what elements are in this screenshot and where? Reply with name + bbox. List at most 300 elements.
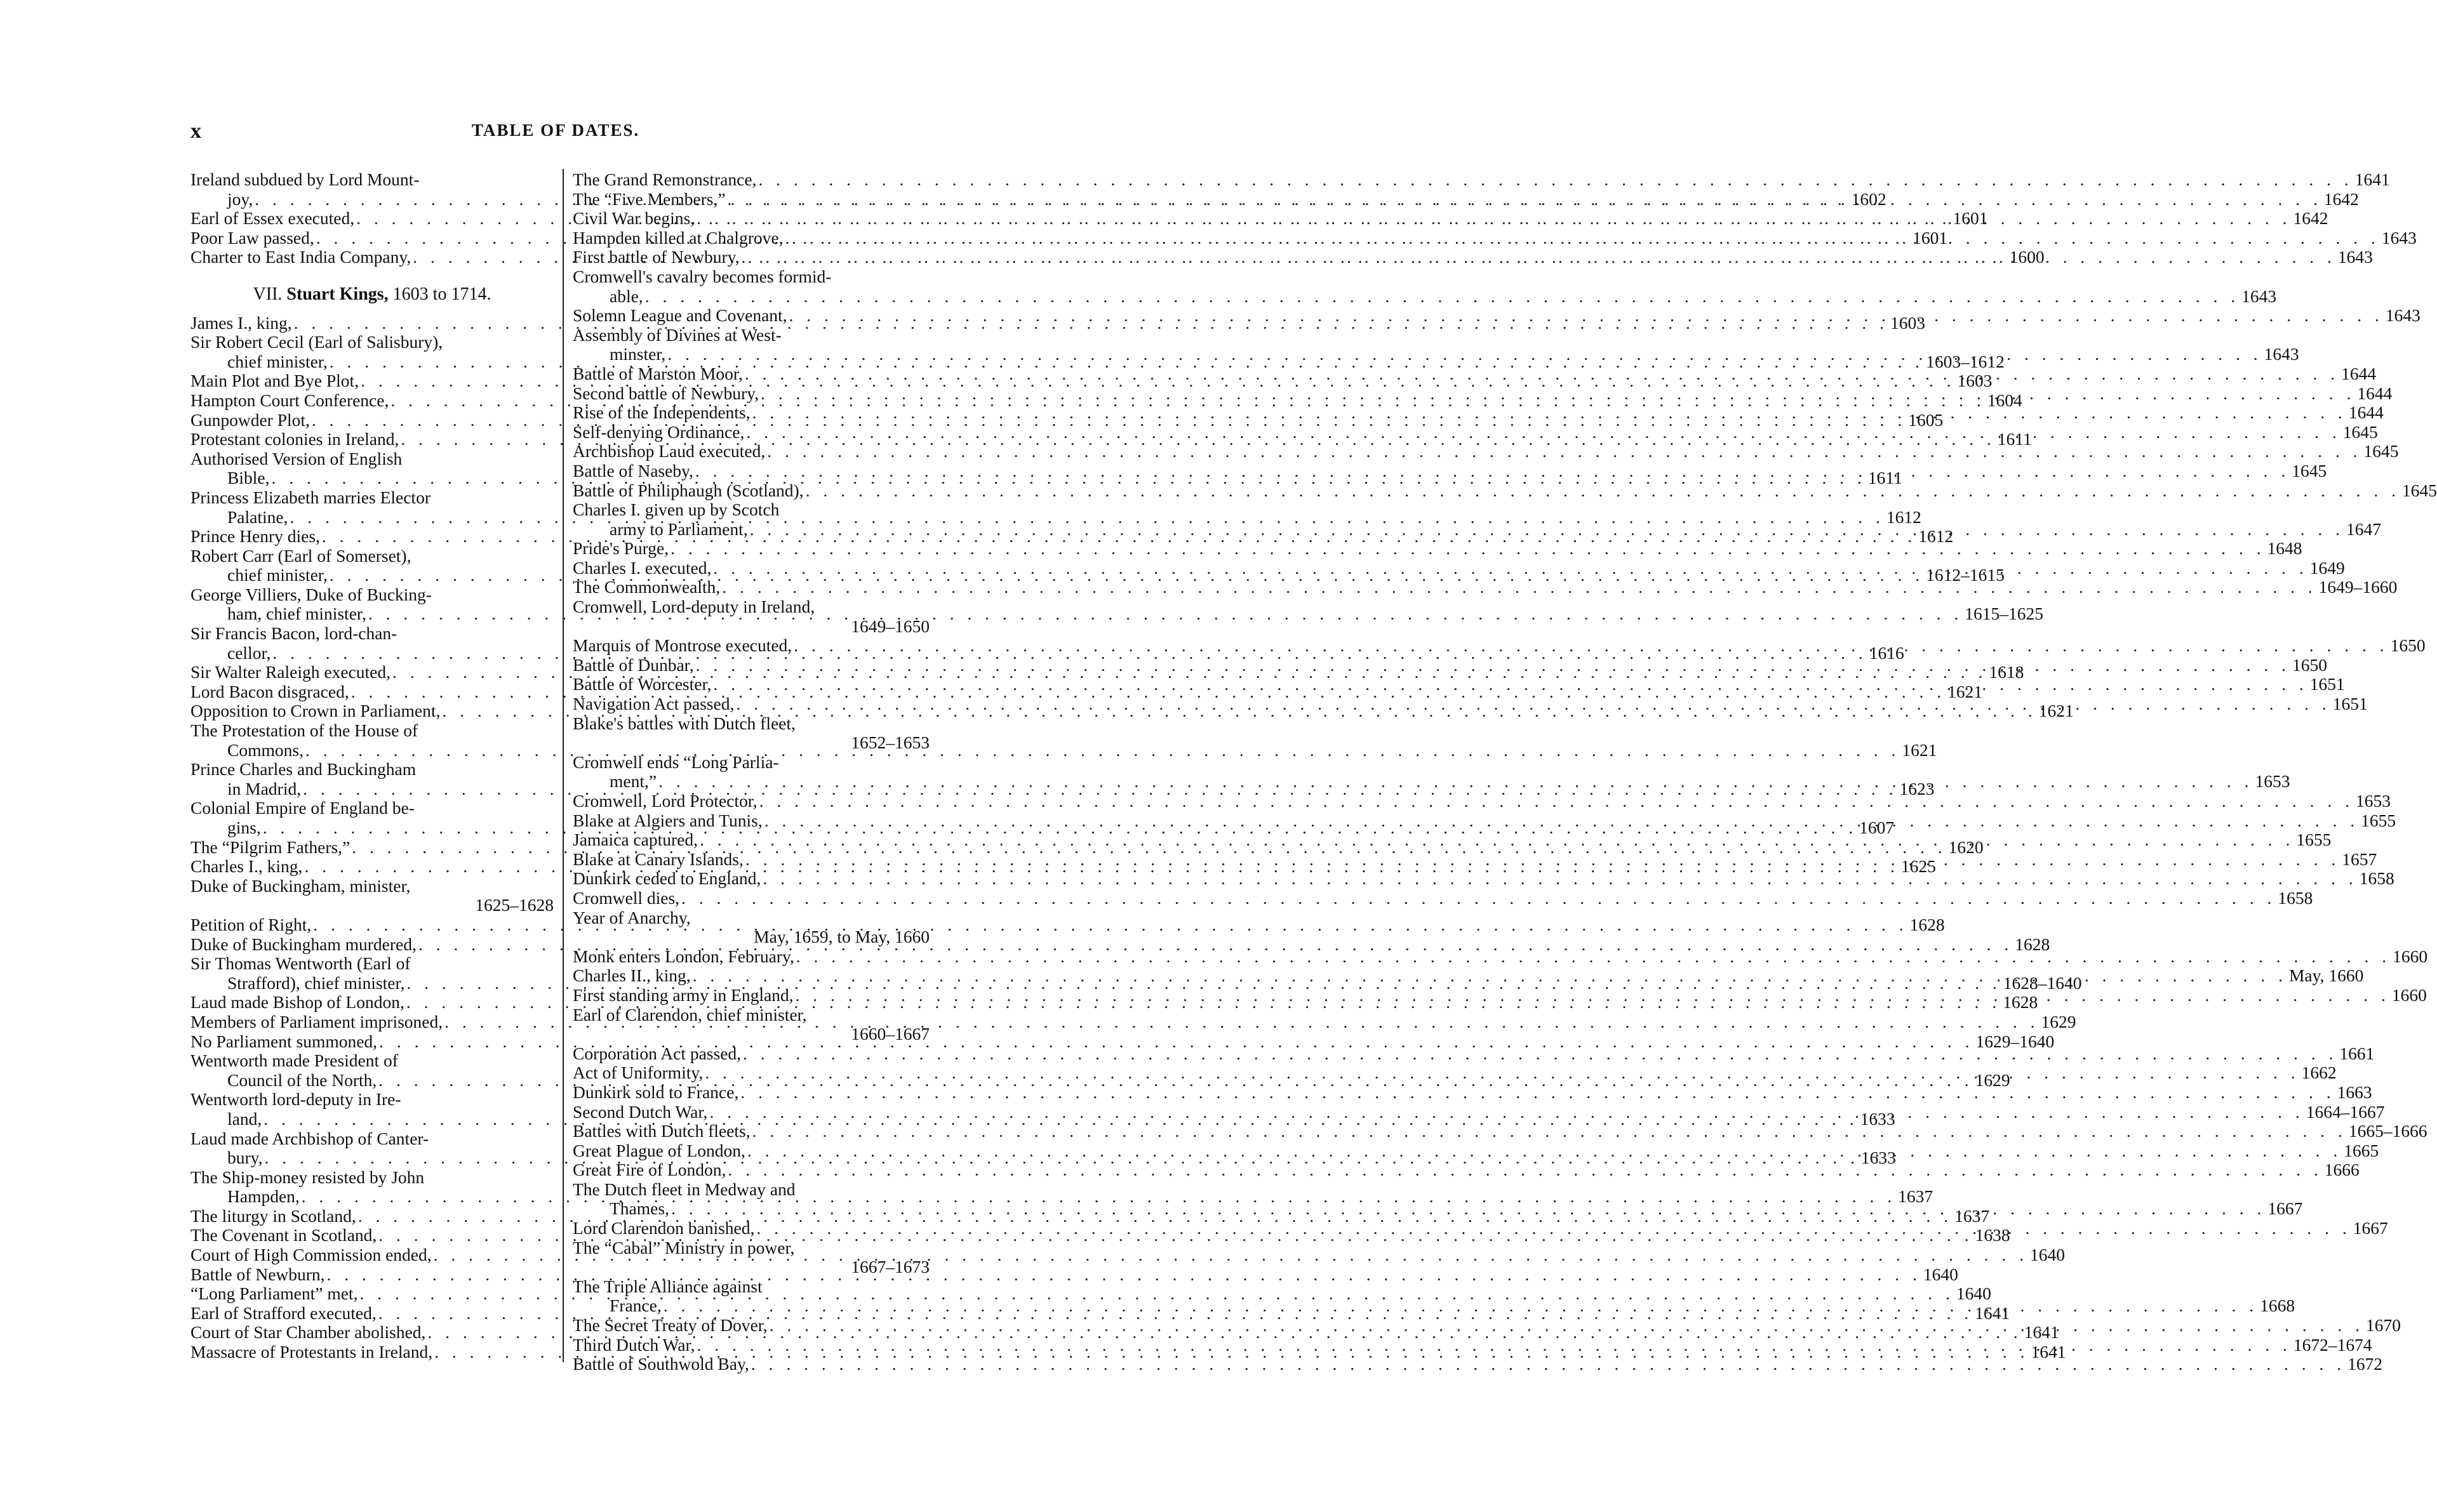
entry-year: 1605 — [1908, 409, 1944, 430]
entry-year: 1660 — [2391, 985, 2427, 1005]
entry-year: 1601 — [1913, 227, 1948, 248]
entry-text: Blake at Algiers and Tunis, — [573, 810, 763, 830]
entry-text: Archbishop Laud executed, — [573, 441, 766, 461]
entry-text-line: Laud made Archbishop of Canter- — [190, 1128, 429, 1148]
entry-year: 1616 — [1869, 642, 1904, 663]
entry-text: Battle of Naseby, — [573, 460, 693, 481]
entry-year: 1650 — [2390, 635, 2426, 656]
leader-dots — [745, 1141, 2344, 1161]
leader-dots — [748, 520, 2346, 540]
entry-year: 1604 — [1987, 390, 2022, 410]
entry-text: Self-denying Ordinance, — [573, 421, 745, 442]
leader-dots — [763, 811, 2361, 831]
entry-text: Strafford), chief minister, — [227, 972, 405, 993]
leader-dots — [694, 656, 2292, 675]
leader-dots — [711, 559, 2309, 578]
leader-dots — [711, 675, 2309, 694]
entry-text: Marquis of Montrose executed, — [573, 635, 792, 656]
entry-text: Corporation Act passed, — [573, 1043, 742, 1063]
entry-year: 1612 — [1918, 526, 1954, 547]
entry-text: Bible, — [227, 468, 270, 488]
entry-year: 1628 — [2015, 934, 2050, 954]
entry-year: 1628 — [1909, 914, 1945, 934]
leader-dots — [669, 1199, 2267, 1219]
entry-year: 1621 — [2038, 701, 2074, 721]
leader-dots — [739, 248, 2337, 267]
date-entry — [573, 169, 2390, 190]
entry-year: 1658 — [2278, 887, 2313, 908]
section-numeral: VII. — [253, 284, 283, 304]
leader-dots — [679, 889, 2278, 908]
entry-text-line: Authorised Version of English — [190, 448, 403, 468]
leader-dots — [744, 423, 2342, 442]
leader-dots — [657, 772, 2255, 792]
entry-year: 1651 — [2332, 694, 2368, 714]
entry-text: Main Plot and Bye Plot, — [190, 371, 359, 391]
date-entry — [573, 577, 2398, 597]
entry-text: The “Five Members,” — [573, 189, 726, 209]
date-entry — [573, 597, 930, 636]
leader-dots — [304, 741, 1902, 760]
entry-text: Massacre of Protestants in Ireland, — [190, 1342, 433, 1362]
entry-text: Great Fire of London, — [573, 1160, 726, 1180]
entry-year: 1648 — [2267, 538, 2302, 559]
leader-dots — [738, 1083, 2337, 1103]
page-number: x — [190, 119, 201, 143]
entry-text-line: Robert Carr (Earl of Somerset), — [190, 545, 411, 566]
entry-text: Charles II., king, — [573, 965, 691, 986]
entry-year: 1660 — [2393, 946, 2428, 966]
entry-text: Commons, — [227, 739, 304, 760]
entry-text: Battle of Marston Moor, — [573, 363, 743, 383]
entry-text: Hampden, — [227, 1186, 300, 1207]
entry-year: 1645 — [2363, 441, 2399, 461]
entry-text-line: Duke of Buckingham, minister, — [190, 875, 411, 896]
entry-row — [573, 791, 2391, 811]
date-entry — [573, 1238, 930, 1277]
entry-row — [573, 1121, 2427, 1141]
entry-year: 1615–1625 — [1965, 604, 2043, 624]
entry-year: 1651 — [2309, 674, 2345, 694]
entry-text-line: Princess Elizabeth marries Elector — [190, 487, 431, 507]
entry-text-line: The Triple Alliance against — [573, 1276, 763, 1296]
entry-year: 1661 — [2339, 1043, 2375, 1063]
entry-year: 1633 — [1860, 1108, 1895, 1129]
entry-row — [573, 286, 2277, 307]
entry-year: 1643 — [2385, 305, 2420, 326]
entry-text-line: The “Cabal” Ministry in power, — [573, 1237, 795, 1257]
entry-text-line: Cromwell ends “Long Parlia- — [573, 752, 779, 772]
entry-text: Gunpowder Plot, — [190, 409, 310, 430]
entry-year: 1643 — [2381, 227, 2417, 248]
entry-text-line: Charles I. given up by Scotch — [573, 500, 780, 520]
entry-year: 1611 — [1997, 429, 2032, 449]
entry-text: Lord Clarendon banished, — [573, 1218, 755, 1238]
entry-year: May, 1659, to May, 1660 — [754, 927, 930, 947]
leader-dots — [792, 636, 2390, 656]
entry-text: chief minister, — [227, 351, 328, 371]
entry-year: 1670 — [2366, 1315, 2401, 1336]
entry-text: Duke of Buckingham murdered, — [190, 934, 417, 954]
leader-dots — [744, 850, 2342, 870]
date-entry — [573, 1354, 2383, 1374]
entry-row — [573, 868, 2394, 889]
entry-text: Protestant colonies in Ireland, — [190, 429, 399, 449]
entry-text: chief minister, — [227, 565, 328, 585]
entry-year: 1611 — [1867, 468, 1902, 488]
entry-text: Court of Star Chamber abolished, — [190, 1322, 426, 1343]
entry-text: Prince Henry dies, — [190, 526, 320, 547]
entry-text: Battle of Worcester, — [573, 674, 712, 694]
entry-text: Jamaica captured, — [573, 830, 698, 850]
entry-year: 1644 — [2341, 363, 2377, 383]
leader-dots — [726, 1160, 2324, 1180]
entry-text: army to Parliament, — [610, 519, 748, 539]
entry-text: Civil War begins, — [573, 208, 695, 229]
leader-dots — [743, 364, 2341, 384]
entry-year: 1645 — [2401, 480, 2437, 500]
entry-text: Petition of Right, — [190, 914, 312, 934]
entry-text: Hampton Court Conference, — [190, 390, 389, 410]
leader-dots — [311, 915, 1909, 935]
leader-dots — [693, 461, 2292, 481]
entry-year: 1643 — [2337, 247, 2373, 267]
entry-text: Battle of Dunbar, — [573, 654, 694, 675]
date-entry — [573, 887, 2313, 908]
date-entry — [573, 868, 2394, 889]
entry-year: 1628–1640 — [2003, 972, 2082, 993]
entry-year: 1640 — [1923, 1264, 1958, 1284]
date-entry — [573, 266, 2277, 306]
entry-row — [573, 1043, 2375, 1064]
entry-text: “Long Parliament” met, — [190, 1283, 358, 1304]
entry-text: in Madrid, — [227, 778, 302, 799]
entry-text: Palatine, — [227, 507, 288, 527]
entry-text: Earl of Strafford executed, — [190, 1303, 377, 1323]
entry-text: Hampden killed at Chalgrove, — [573, 227, 784, 248]
entry-year: 1603 — [1957, 371, 1993, 391]
entry-year: 1649–1660 — [2318, 577, 2398, 597]
leader-dots — [794, 986, 2392, 1005]
entry-year: 1663 — [2337, 1082, 2372, 1102]
entry-year: 1672–1674 — [2293, 1334, 2372, 1355]
entry-year: 1602 — [1851, 189, 1886, 209]
entry-text: Laud made Bishop of London, — [190, 992, 404, 1012]
entry-year: 1672 — [2347, 1354, 2383, 1374]
entry-text: Poor Law passed, — [190, 227, 314, 248]
entry-text: Charter to East India Company, — [190, 247, 411, 267]
entry-text: The Commonwealth, — [573, 577, 721, 597]
entry-text: First standing army in England, — [573, 985, 794, 1005]
leader-dots — [665, 345, 2264, 364]
entry-text-line: Assembly of Divines at West- — [573, 324, 782, 345]
entry-text: Members of Parliament imprisoned, — [190, 1011, 443, 1031]
entry-year: 1629 — [1975, 1070, 2010, 1090]
leader-dots — [691, 966, 2289, 986]
date-entry — [573, 441, 2399, 461]
entry-text: land, — [227, 1108, 262, 1129]
entry-text-line: Blake's battles with Dutch fleet, — [573, 713, 796, 733]
entry-year: 1629 — [2041, 1011, 2076, 1031]
entry-text: Opposition to Crown in Parliament, — [190, 701, 441, 721]
entry-year: 1667 — [2353, 1218, 2388, 1238]
entry-year: 1641 — [2031, 1342, 2066, 1362]
entry-text: Cromwell, Lord Protector, — [573, 791, 758, 811]
date-entry — [573, 791, 2391, 811]
date-entry — [573, 1160, 2360, 1180]
entry-text: ham, chief minister, — [227, 604, 366, 624]
running-title: TABLE OF DATES. — [471, 121, 640, 140]
entry-year: 1666 — [2324, 1160, 2360, 1180]
entry-text: Battle of Southwold Bay, — [573, 1354, 749, 1374]
leader-dots — [804, 481, 2402, 501]
entry-text: No Parliament summoned, — [190, 1031, 378, 1051]
entry-text-line: Cromwell's cavalry becomes formid- — [573, 266, 832, 286]
entry-text: able, — [610, 286, 643, 306]
date-entry — [573, 1043, 2375, 1064]
leader-dots — [720, 578, 2318, 597]
entry-text: Battle of Philiphaugh (Scotland), — [573, 480, 804, 500]
entry-year: 1637 — [1898, 1186, 1933, 1207]
entry-text: Great Plague of London, — [573, 1140, 745, 1160]
leader-dots — [761, 869, 2359, 889]
entry-year: 1643 — [2264, 344, 2299, 364]
entry-text-line: The Dutch fleet in Medway and — [573, 1179, 796, 1199]
column-divider — [563, 169, 564, 1362]
leader-dots — [751, 403, 2349, 423]
entry-text: Court of High Commission ended, — [190, 1245, 432, 1265]
entry-text: Dunkirk sold to France, — [573, 1082, 739, 1102]
entry-row — [573, 480, 2437, 501]
entry-year: 1621 — [1902, 739, 1937, 760]
entry-row — [573, 1160, 2360, 1180]
entry-text: Battles with Dutch fleets, — [573, 1121, 751, 1141]
entry-year: 1620 — [1948, 837, 1984, 857]
entry-year: 1643 — [2241, 286, 2277, 306]
date-entry — [573, 908, 930, 947]
entry-text-line: Year of Anarchy, — [573, 907, 691, 927]
entry-year: 1655 — [2361, 810, 2396, 830]
entry-year: 1668 — [2260, 1296, 2295, 1316]
entry-text: James I., king, — [190, 312, 292, 333]
leader-dots — [703, 1063, 2301, 1083]
section-range: 1603 to 1714. — [392, 284, 491, 304]
leader-dots — [787, 306, 2386, 326]
entry-text-line: George Villiers, Duke of Bucking- — [190, 584, 432, 604]
entry-year: 1641 — [1975, 1303, 2010, 1323]
entry-year: 1665–1666 — [2348, 1121, 2427, 1141]
entry-year: May, 1660 — [2288, 965, 2364, 986]
leader-dots — [759, 384, 2357, 404]
entry-text: Cromwell dies, — [573, 887, 680, 908]
entry-year: 1660–1667 — [851, 1024, 930, 1044]
entry-text: Charles I., king, — [190, 856, 303, 877]
date-entry — [573, 538, 2302, 559]
entry-year: 1641 — [2024, 1322, 2059, 1343]
entry-year: 1655 — [2296, 830, 2332, 850]
entry-year: 1633 — [1860, 1148, 1896, 1168]
leader-dots — [662, 1296, 2260, 1316]
entry-row — [573, 538, 2302, 559]
entry-row — [573, 1082, 2372, 1103]
date-entry — [573, 946, 2428, 967]
section-heading — [190, 285, 554, 305]
entry-text: Solemn League and Covenant, — [573, 305, 787, 326]
entry-year: 1650 — [2292, 654, 2327, 675]
entry-year: 1644 — [2348, 402, 2384, 423]
entry-text-line: Wentworth lord-deputy in Ire- — [190, 1089, 401, 1110]
entry-year: 1621 — [1947, 681, 1983, 701]
entry-text: bury, — [227, 1148, 263, 1168]
entry-year: 1628 — [2003, 992, 2038, 1012]
entry-year: 1629–1640 — [1975, 1031, 2055, 1051]
leader-dots — [768, 1316, 2366, 1336]
entry-text: The liturgy in Scotland, — [190, 1205, 356, 1226]
entry-text: Battle of Newburn, — [190, 1264, 325, 1284]
entry-year: 1662 — [2301, 1063, 2337, 1083]
entry-text: Monk enters London, February, — [573, 946, 794, 966]
entry-text-line: The Ship-money resisted by John — [190, 1167, 425, 1187]
entry-text: First battle of Newbury, — [573, 247, 740, 267]
entry-text-line: Ireland subdued by Lord Mount- — [190, 169, 420, 189]
entry-text: Act of Uniformity, — [573, 1063, 704, 1083]
entry-text: Earl of Essex executed, — [190, 208, 355, 229]
date-entry — [573, 714, 930, 753]
leader-dots — [734, 694, 2332, 714]
leader-dots — [741, 1044, 2339, 1064]
entry-text-line: Sir Francis Bacon, lord-chan- — [190, 623, 397, 644]
entry-text-line: Wentworth made President of — [190, 1051, 398, 1071]
entry-text: Dunkirk ceded to England, — [573, 868, 761, 889]
entry-row — [573, 1354, 2383, 1374]
leader-dots — [325, 1265, 1923, 1285]
entry-text: The “Pilgrim Fathers,” — [190, 837, 351, 857]
entry-year: 1653 — [2255, 771, 2290, 792]
entry-text: Third Dutch War, — [573, 1334, 695, 1355]
entry-year: 1645 — [2342, 421, 2378, 442]
leader-dots — [698, 830, 2296, 850]
date-entry — [190, 877, 554, 915]
leader-dots — [643, 287, 2241, 307]
entry-year: 1618 — [1989, 662, 2024, 682]
entry-text: Blake at Canary Islands, — [573, 849, 744, 869]
date-entry — [573, 1121, 2427, 1141]
entry-year: 1642 — [2293, 208, 2328, 229]
entry-text: gins, — [227, 818, 261, 837]
entry-year: 1649–1650 — [851, 616, 930, 636]
entry-year: 1653 — [2356, 791, 2391, 811]
page-header — [190, 119, 921, 145]
entry-text: Thames, — [610, 1198, 669, 1219]
entry-year: 1603 — [1890, 312, 1926, 333]
entry-year: 1612–1615 — [1926, 565, 2005, 585]
entry-text-line: Cromwell, Lord-deputy in Ireland, — [573, 597, 815, 617]
entry-text-line: Colonial Empire of England be- — [190, 798, 415, 818]
leader-dots — [783, 229, 2381, 248]
entry-text: minster, — [610, 344, 666, 364]
entry-row — [573, 577, 2398, 597]
leader-dots — [707, 1103, 2306, 1122]
entry-year: 1638 — [1975, 1225, 2010, 1245]
entry-year: 1625 — [1900, 856, 1936, 877]
entry-text-line: The Protestation of the House of — [190, 720, 418, 741]
leader-dots — [695, 209, 2293, 229]
entry-year: 1647 — [2346, 519, 2382, 539]
entry-year: 1641 — [2354, 169, 2390, 189]
leader-dots — [758, 792, 2356, 811]
entry-text: Second Dutch War, — [573, 1101, 708, 1122]
entry-year: 1600 — [2009, 247, 2045, 267]
entry-text: The Grand Remonstrance, — [573, 169, 757, 189]
entry-text: Pride's Purge, — [573, 538, 669, 559]
date-entry — [573, 1005, 930, 1044]
entry-year: 1649 — [2309, 557, 2345, 578]
entry-row — [573, 441, 2399, 461]
entry-text: The Covenant in Scotland, — [190, 1225, 377, 1245]
entry-year: 1603–1612 — [1926, 351, 2005, 371]
entry-year: 1658 — [2359, 868, 2394, 889]
entry-row — [573, 946, 2428, 967]
entry-text: Navigation Act passed, — [573, 694, 735, 714]
entry-year: 1664–1667 — [2306, 1101, 2385, 1122]
leader-dots — [754, 1219, 2353, 1238]
leader-dots — [726, 190, 2324, 209]
leader-dots — [695, 1336, 2293, 1355]
entry-year: 1640 — [2030, 1245, 2066, 1265]
section-title: Stuart Kings, — [286, 284, 389, 304]
entry-text-line: Sir Thomas Wentworth (Earl of — [190, 953, 411, 974]
entry-year: 1623 — [1899, 778, 1935, 799]
entry-text: France, — [610, 1296, 662, 1316]
entry-year: 1642 — [2323, 189, 2359, 209]
entry-row — [573, 169, 2390, 190]
entry-text-line: Prince Charles and Buckingham — [190, 759, 417, 779]
leader-dots — [794, 947, 2393, 967]
entry-text: Rise of the Independents, — [573, 402, 751, 423]
entry-text: joy, — [227, 189, 253, 209]
entry-year: 1665 — [2344, 1140, 2379, 1160]
entry-row — [573, 887, 2313, 908]
entry-text: ment,” — [610, 771, 657, 792]
leader-dots — [756, 170, 2354, 190]
entry-year: 1644 — [2357, 383, 2393, 403]
leader-dots — [751, 1122, 2349, 1141]
entry-text-line: Earl of Clarendon, chief minister, — [573, 1004, 807, 1025]
entry-text-line: Sir Robert Cecil (Earl of Salisbury), — [190, 332, 443, 352]
entry-text: Lord Bacon disgraced, — [190, 681, 349, 701]
date-entry — [573, 480, 2437, 501]
entry-year: 1667–1673 — [851, 1257, 930, 1277]
entry-year: 1607 — [1859, 818, 1895, 837]
entry-year: 1645 — [2292, 460, 2327, 481]
entry-text: cellor, — [227, 642, 271, 663]
leader-dots — [669, 539, 2267, 559]
entry-year: 1625–1628 — [475, 895, 554, 915]
entry-year: 1637 — [1954, 1205, 1990, 1226]
entry-year: 1601 — [1953, 208, 1988, 229]
entry-text: Charles I. executed, — [573, 557, 712, 578]
entry-text: The Secret Treaty of Dover, — [573, 1315, 768, 1336]
entry-year: 1657 — [2342, 849, 2377, 869]
entry-year: 1667 — [2267, 1198, 2303, 1219]
date-entry — [573, 1082, 2372, 1103]
entry-text: Council of the North, — [227, 1070, 377, 1090]
entry-year: 1612 — [1886, 507, 1921, 527]
entry-year: 1652–1653 — [851, 733, 930, 753]
leader-dots — [765, 442, 2363, 461]
leader-dots — [749, 1355, 2347, 1374]
entry-year: 1640 — [1956, 1283, 1991, 1304]
